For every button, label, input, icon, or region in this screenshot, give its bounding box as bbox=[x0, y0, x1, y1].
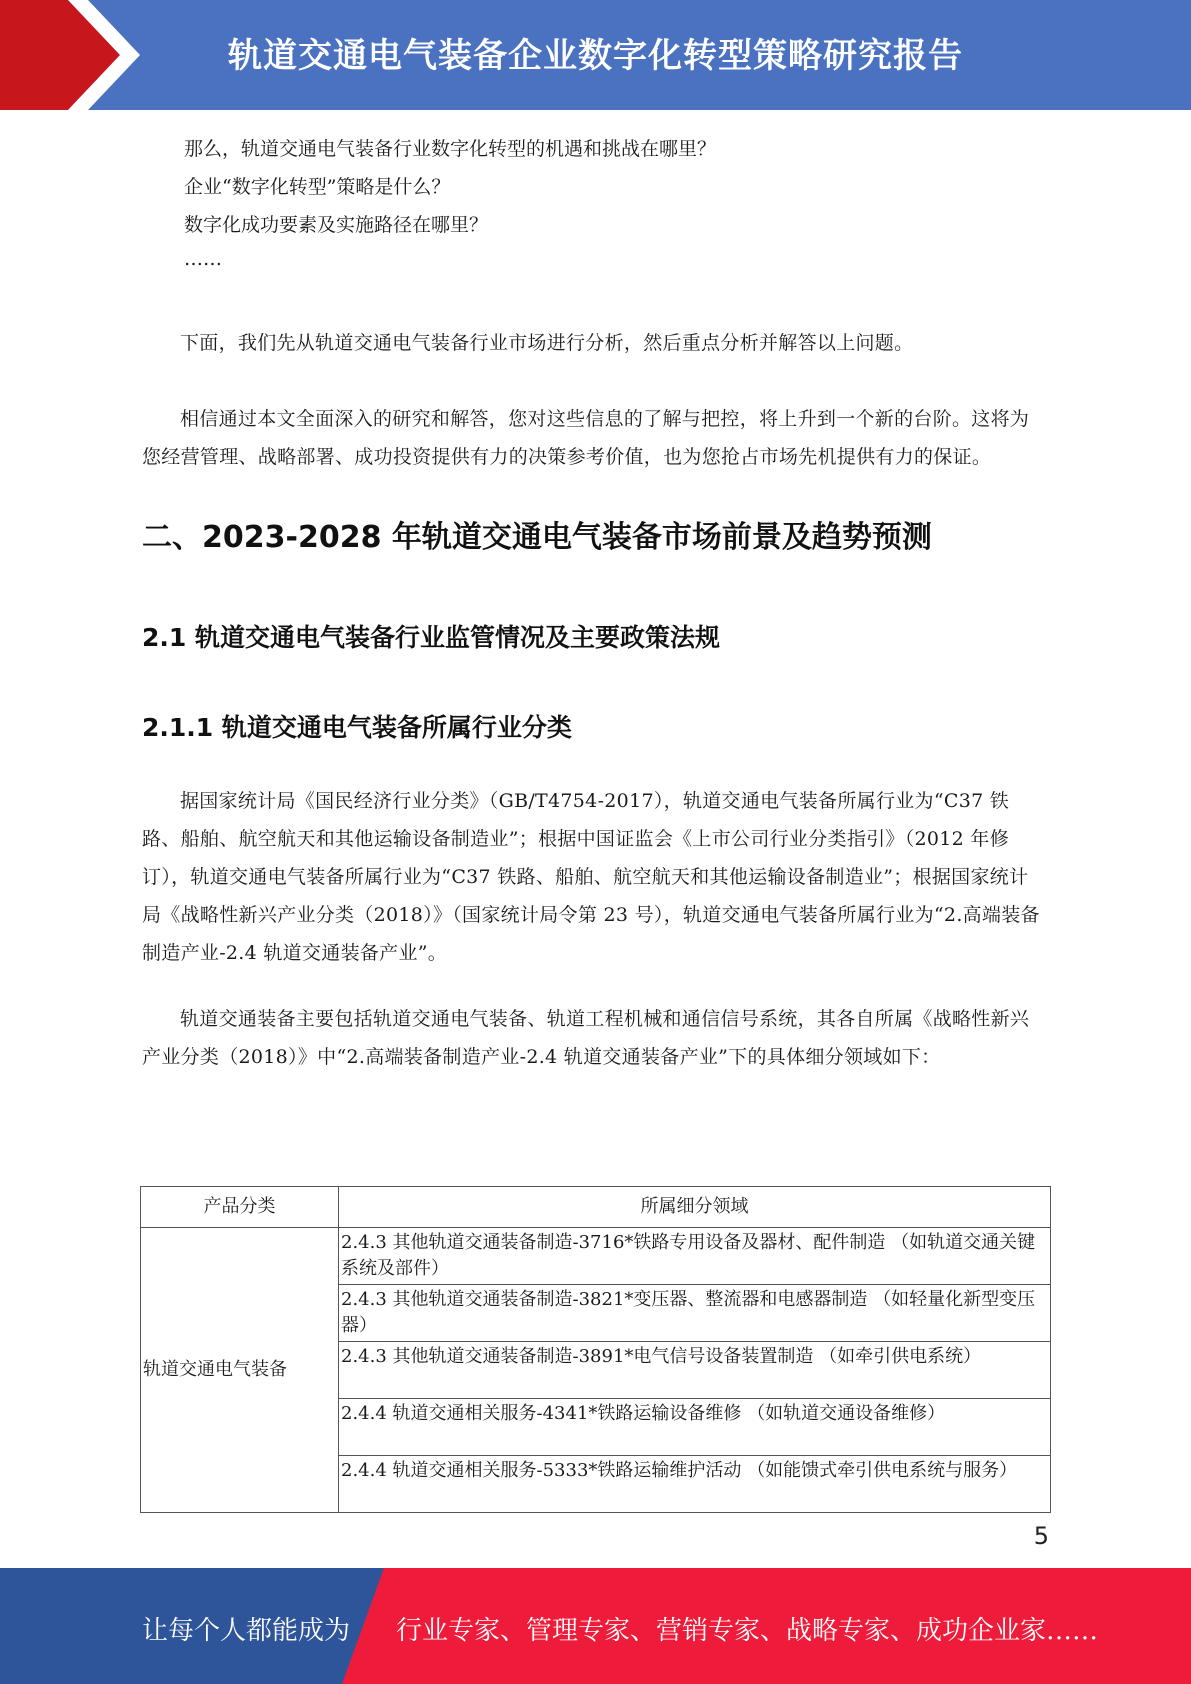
subsection-heading: 2.1 轨道交通电气装备行业监管情况及主要政策法规 bbox=[142, 623, 720, 652]
subsubsection-heading: 2.1.1 轨道交通电气装备所属行业分类 bbox=[142, 713, 572, 742]
footer-slogan-right: 行业专家、管理专家、营销专家、战略专家、成功企业家…… bbox=[396, 1616, 1099, 1646]
main-content bbox=[142, 130, 1047, 1076]
table-header-cell: 所属细分领域 bbox=[339, 1187, 1051, 1228]
table-cell: 2.4.3 其他轨道交通装备制造-3891*电气信号设备装置制造 （如牵引供电系统） bbox=[339, 1342, 1051, 1399]
category-cell: 轨道交通电气装备 bbox=[141, 1228, 339, 1513]
body-paragraph: 据国家统计局《国民经济行业分类》（GB/T4754-2017），轨道交通电气装备所属行业为“C37 铁路、船舶、航空航天和其他运输设备制造业”；根据中国证监会《上市公司行业分类指引》（2012 年修订），轨道交通电气装备所属行业为“C37 铁路、船舶、航空航天和其他运输设备制造业”；根据国家统计局《战略性新兴产业分类（2018）》（国家统计局令第 23 号），轨道交通电气装备所属行业为“2.高端装备制造产业-2.4 轨道交通装备产业”。 bbox=[142, 790, 1040, 964]
page-number: 5 bbox=[1033, 1522, 1049, 1550]
question-line: …… bbox=[184, 248, 222, 270]
red-chevron-icon bbox=[0, 0, 160, 110]
question-line: 那么，轨道交通电气装备行业数字化转型的机遇和挑战在哪里？ bbox=[184, 138, 717, 160]
question-line: 数字化成功要素及实施路径在哪里？ bbox=[184, 214, 489, 236]
table-cell: 2.4.3 其他轨道交通装备制造-3716*铁路专用设备及器材、配件制造 （如轨道交通关键系统及部件） bbox=[339, 1228, 1051, 1285]
footer-band bbox=[0, 1568, 1191, 1684]
section-heading: 二、2023-2028 年轨道交通电气装备市场前景及趋势预测 bbox=[142, 520, 932, 555]
table-header-row bbox=[141, 1187, 1051, 1228]
footer-slogan-left: 让每个人都能成为 bbox=[142, 1616, 351, 1646]
classification-table bbox=[140, 1186, 1051, 1513]
intro-paragraph: 相信通过本文全面深入的研究和解答，您对这些信息的了解与把控，将上升到一个新的台阶。这将为您经营管理、战略部署、成功投资提供有力的决策参考价值，也为您抢占市场先机提供有力的保证。 bbox=[142, 408, 1030, 468]
report-title: 轨道交通电气装备企业数字化转型策略研究报告 bbox=[228, 36, 963, 76]
table-row bbox=[141, 1228, 1051, 1285]
intro-paragraph: 下面，我们先从轨道交通电气装备行业市场进行分析，然后重点分析并解答以上问题。 bbox=[180, 332, 914, 354]
table-header-cell: 产品分类 bbox=[141, 1187, 339, 1228]
table-cell: 2.4.4 轨道交通相关服务-4341*铁路运输设备维修 （如轨道交通设备维修） bbox=[339, 1399, 1051, 1456]
header-band bbox=[0, 0, 1191, 110]
body-paragraph: 轨道交通装备主要包括轨道交通电气装备、轨道工程机械和通信信号系统，其各自所属《战略性新兴产业分类（2018）》中“2.高端装备制造产业-2.4 轨道交通装备产业”下的具体细分领域如下： bbox=[142, 1008, 1030, 1068]
table-cell: 2.4.4 轨道交通相关服务-5333*铁路运输维护活动 （如能馈式牵引供电系统与服务） bbox=[339, 1456, 1051, 1513]
table-cell: 2.4.3 其他轨道交通装备制造-3821*变压器、整流器和电感器制造 （如轻量化新型变压器） bbox=[339, 1285, 1051, 1342]
question-line: 企业“数字化转型”策略是什么？ bbox=[184, 176, 451, 198]
